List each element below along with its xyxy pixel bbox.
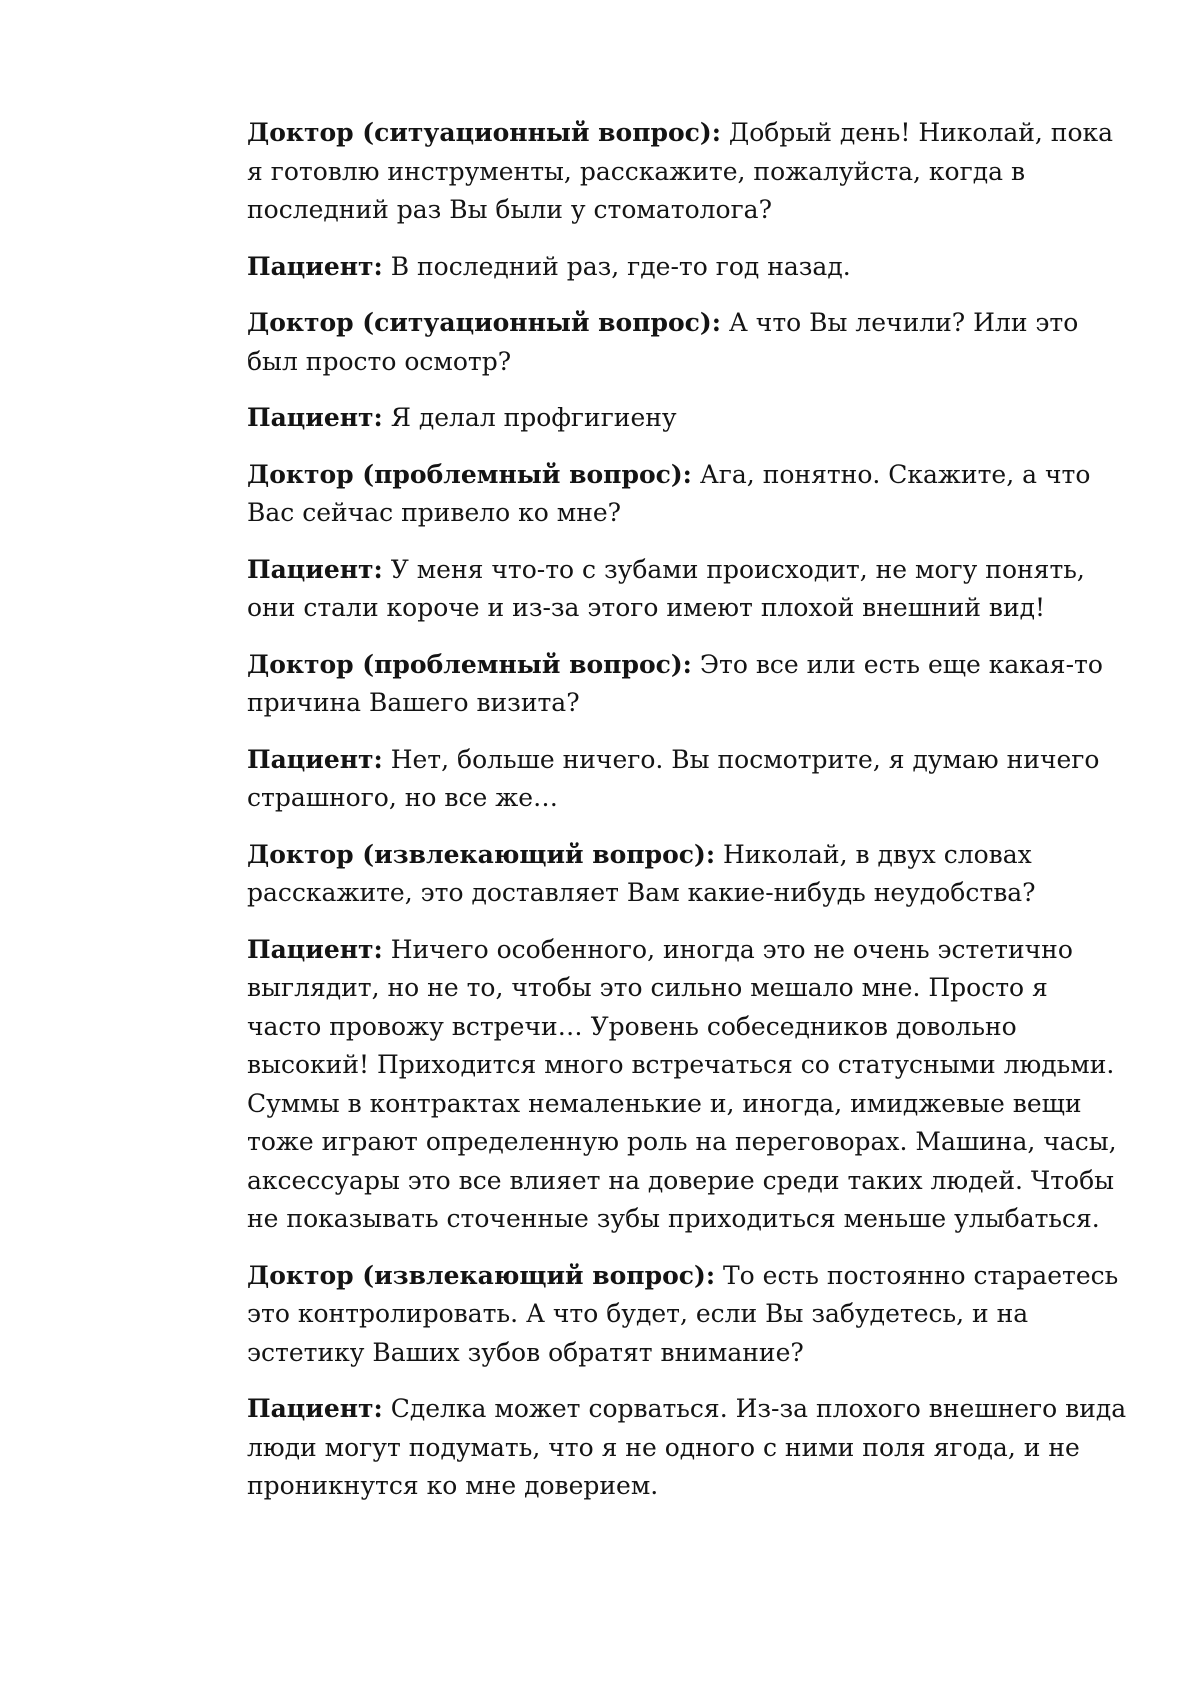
dialogue-paragraph — [247, 304, 1127, 381]
speaker-label: Пациент: — [247, 934, 383, 964]
speaker-label: Пациент: — [247, 251, 383, 281]
dialogue-paragraph — [247, 248, 1127, 287]
utterance-text: Это все или есть еще какая-то причина Вашего визита? — [247, 649, 1103, 717]
speaker-label: Пациент: — [247, 1394, 383, 1423]
utterance-text: Николай, в двух словах расскажите, это доставляет Вам какие-нибудь неудобства? — [247, 839, 1036, 907]
dialogue-paragraph — [247, 741, 1127, 818]
speaker-label: Доктор (извлекающий вопрос): — [247, 839, 716, 869]
speaker-label: Пациент: — [247, 403, 383, 432]
dialogue-paragraph — [247, 399, 1127, 438]
utterance-text: Нет, больше ничего. Вы посмотрите, я думаю ничего страшного, но все же… — [247, 744, 1100, 812]
document-page — [247, 114, 1127, 1524]
speaker-label: Пациент: — [247, 554, 383, 584]
dialogue-paragraph — [247, 114, 1127, 230]
dialogue-paragraph — [247, 836, 1127, 913]
speaker-label: Пациент: — [247, 744, 383, 774]
utterance-text: А что Вы лечили? Или это был просто осмотр? — [247, 308, 1079, 376]
speaker-label: Доктор (ситуационный вопрос): — [247, 118, 721, 147]
utterance-text: Добрый день! Николай, пока я готовлю инструменты, расскажите, пожалуйста, когда в последний раз Вы были у стоматолога? — [247, 118, 1114, 224]
utterance-text: То есть постоянно стараетесь это контролировать. А что будет, если Вы забудетесь, и на эстетику Ваших зубов обратят внимание? — [247, 1260, 1119, 1367]
utterance-text: Сделка может сорваться. Из-за плохого внешнего вида люди могут подумать, что я не одного с ними поля ягода, и не проникнутся ко мне доверием. — [247, 1394, 1127, 1500]
dialogue-paragraph — [247, 1390, 1127, 1506]
utterance-text: Ага, понятно. Скажите, а что Вас сейчас привело ко мне? — [247, 459, 1091, 527]
speaker-label: Доктор (проблемный вопрос): — [247, 459, 692, 489]
utterance-text: Я делал профгигиену — [390, 403, 677, 432]
utterance-text: В последний раз, где-то год назад. — [390, 251, 851, 281]
speaker-label: Доктор (проблемный вопрос): — [247, 649, 692, 679]
speaker-label: Доктор (извлекающий вопрос): — [247, 1260, 716, 1290]
utterance-text: Ничего особенного, иногда это не очень эстетично выглядит, но не то, чтобы это сильно мешало мне. Просто я часто провожу встречи… Уровень собеседников довольно высокий! Приходится много встречаться со статусными людьми. Суммы в контрактах немаленькие и, иногда, имиджевые вещи тоже играют определенную роль на переговорах. Машина, часы, аксессуары это все влияет на доверие среди таких людей. Чтобы не показывать сточенные зубы приходиться меньше улыбаться. — [247, 934, 1117, 1233]
speaker-label: Доктор (ситуационный вопрос): — [247, 308, 721, 337]
dialogue-paragraph — [247, 646, 1127, 723]
dialogue-paragraph — [247, 931, 1127, 1239]
dialogue-paragraph — [247, 551, 1127, 628]
dialogue-paragraph — [247, 1257, 1127, 1373]
utterance-text: У меня что-то с зубами происходит, не могу понять, они стали короче и из-за этого имеют плохой внешний вид! — [247, 554, 1085, 622]
dialogue-paragraph — [247, 456, 1127, 533]
